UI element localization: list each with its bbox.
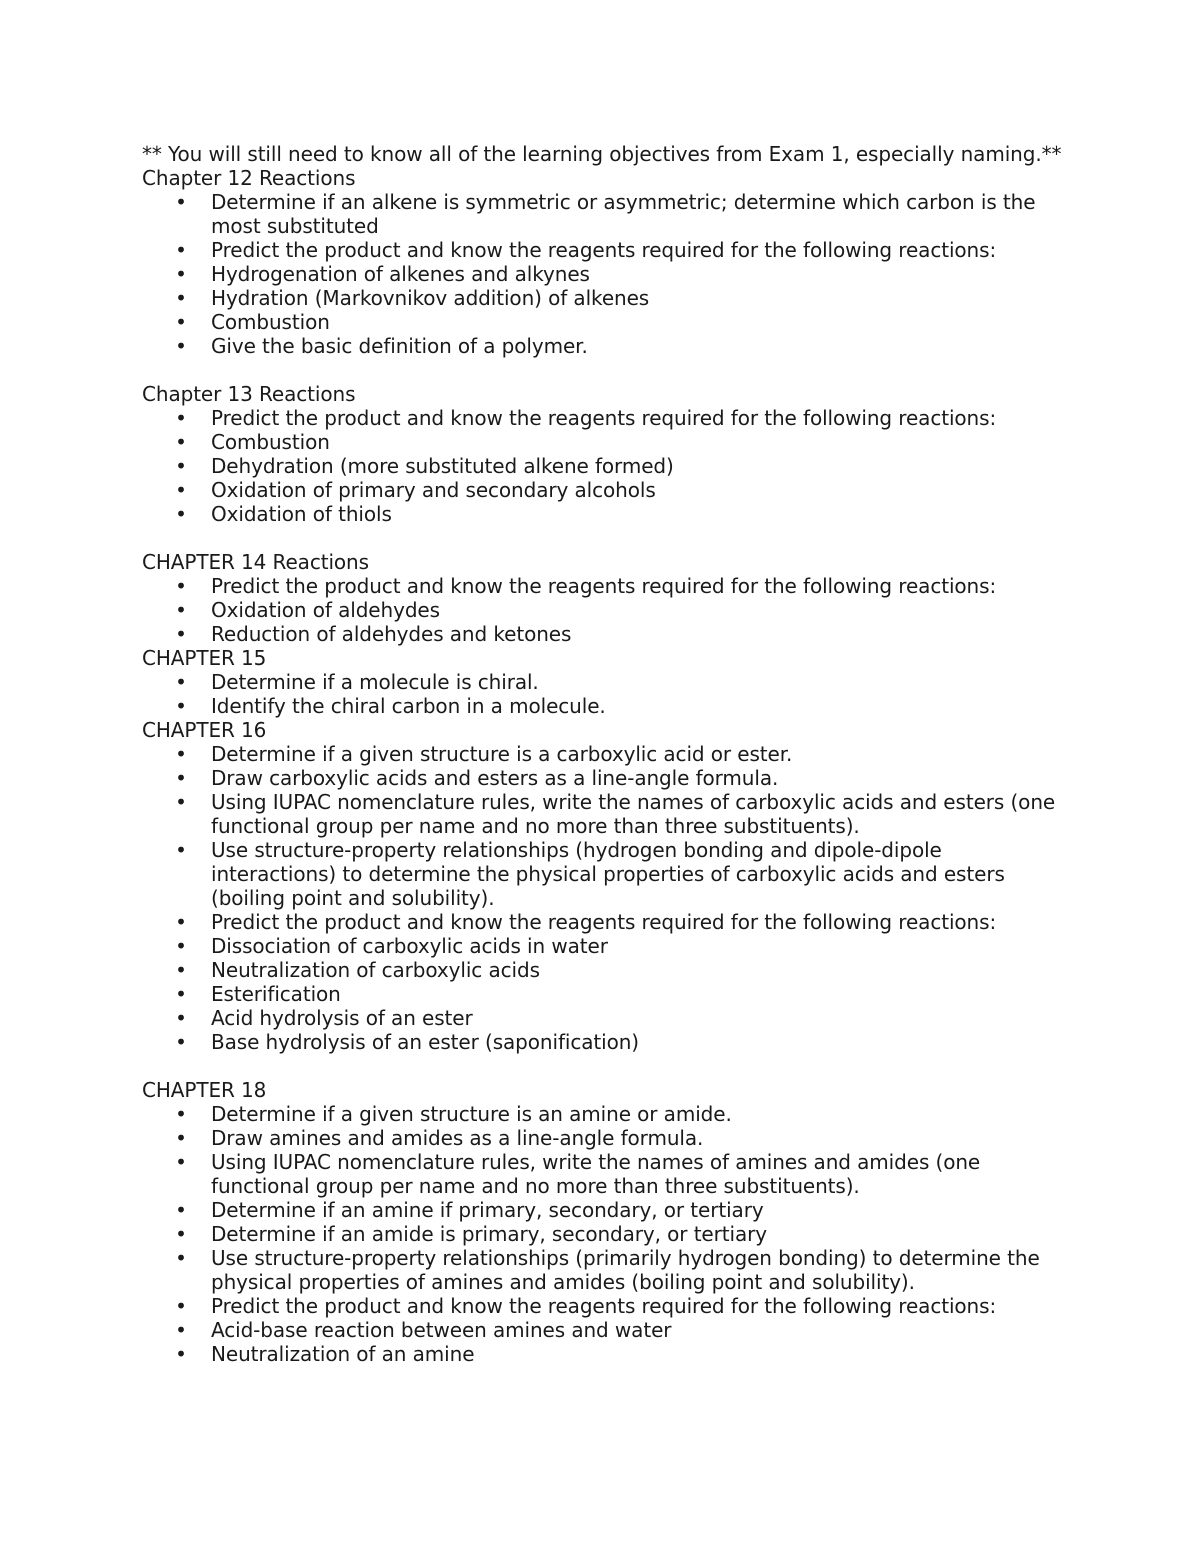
- blank-line: [142, 1054, 1062, 1078]
- bullet-icon: •: [175, 502, 187, 526]
- bullet-icon: •: [175, 742, 187, 766]
- bullet-icon: •: [175, 694, 187, 718]
- section-heading-chapter-12: Chapter 12 Reactions: [142, 166, 356, 190]
- list-item: • Draw amines and amides as a line-angle formula.: [175, 1126, 704, 1150]
- objective-list-chapter-15: [142, 670, 1062, 718]
- list-item: • Neutralization of an amine: [175, 1342, 475, 1366]
- list-item: • Identify the chiral carbon in a molecule.: [175, 694, 606, 718]
- bullet-icon: •: [175, 190, 187, 214]
- list-item: • Esterification: [175, 982, 341, 1006]
- list-item: • Predict the product and know the reagents required for the following reactions:: [175, 910, 997, 934]
- bullet-icon: •: [175, 238, 187, 262]
- blank-line: [142, 526, 1062, 550]
- bullet-icon: •: [175, 1246, 187, 1270]
- list-item: • Neutralization of carboxylic acids: [175, 958, 540, 982]
- list-item: • Oxidation of primary and secondary alcohols: [175, 478, 656, 502]
- bullet-icon: •: [175, 598, 187, 622]
- list-item: • Dissociation of carboxylic acids in water: [175, 934, 608, 958]
- list-item: • Using IUPAC nomenclature rules, write the names of amines and amides (one functional group per name and no more than three substituents).: [175, 1150, 981, 1198]
- bullet-icon: •: [175, 1222, 187, 1246]
- list-item: • Determine if an amine if primary, secondary, or tertiary: [175, 1198, 764, 1222]
- bullet-icon: •: [175, 1030, 187, 1054]
- list-item: • Hydrogenation of alkenes and alkynes: [175, 262, 590, 286]
- list-item: • Using IUPAC nomenclature rules, write the names of carboxylic acids and esters (one functional group per name and no more than three substituents).: [175, 790, 1056, 838]
- list-item: • Give the basic definition of a polymer.: [175, 334, 588, 358]
- bullet-icon: •: [175, 406, 187, 430]
- list-item: • Use structure-property relationships (primarily hydrogen bonding) to determine the physical properties of amines and amides (boiling point and solubility).: [175, 1246, 1040, 1294]
- bullet-icon: •: [175, 478, 187, 502]
- bullet-icon: •: [175, 1294, 187, 1318]
- section-heading-chapter-15: CHAPTER 15: [142, 646, 267, 670]
- bullet-icon: •: [175, 790, 187, 814]
- section-heading-chapter-16: CHAPTER 16: [142, 718, 267, 742]
- bullet-icon: •: [175, 982, 187, 1006]
- bullet-icon: •: [175, 1126, 187, 1150]
- bullet-icon: •: [175, 1150, 187, 1174]
- list-item: • Acid hydrolysis of an ester: [175, 1006, 473, 1030]
- section-heading-chapter-18: CHAPTER 18: [142, 1078, 267, 1102]
- list-item: • Combustion: [175, 430, 330, 454]
- objective-list-chapter-14: [142, 574, 1062, 646]
- list-item: • Combustion: [175, 310, 330, 334]
- objective-list-chapter-16: [142, 742, 1062, 1054]
- list-item: • Determine if a molecule is chiral.: [175, 670, 539, 694]
- section-heading-chapter-13: Chapter 13 Reactions: [142, 382, 356, 406]
- bullet-icon: •: [175, 622, 187, 646]
- list-item: • Acid-base reaction between amines and water: [175, 1318, 672, 1342]
- bullet-icon: •: [175, 670, 187, 694]
- bullet-icon: •: [175, 1198, 187, 1222]
- bullet-icon: •: [175, 262, 187, 286]
- list-item: • Predict the product and know the reagents required for the following reactions:: [175, 1294, 997, 1318]
- list-item: • Hydration (Markovnikov addition) of alkenes: [175, 286, 650, 310]
- objective-list-chapter-12: [142, 190, 1062, 358]
- list-item: • Dehydration (more substituted alkene formed): [175, 454, 674, 478]
- objective-list-chapter-13: [142, 406, 1062, 526]
- intro-note: ** You will still need to know all of the learning objectives from Exam 1, especially naming.**: [142, 142, 1062, 166]
- list-item: • Determine if an amide is primary, secondary, or tertiary: [175, 1222, 767, 1246]
- bullet-icon: •: [175, 1006, 187, 1030]
- bullet-icon: •: [175, 1102, 187, 1126]
- objective-list-chapter-18: [142, 1102, 1062, 1366]
- document-body: [142, 142, 1062, 1366]
- bullet-icon: •: [175, 1318, 187, 1342]
- list-item: • Determine if a given structure is a carboxylic acid or ester.: [175, 742, 793, 766]
- bullet-icon: •: [175, 430, 187, 454]
- bullet-icon: •: [175, 838, 187, 862]
- list-item: • Use structure-property relationships (hydrogen bonding and dipole-dipole interactions) to determine the physical properties of carboxylic acids and esters (boiling point and solubility).: [175, 838, 1005, 910]
- bullet-icon: •: [175, 310, 187, 334]
- bullet-icon: •: [175, 910, 187, 934]
- bullet-icon: •: [175, 334, 187, 358]
- bullet-icon: •: [175, 766, 187, 790]
- list-item: • Base hydrolysis of an ester (saponification): [175, 1030, 640, 1054]
- list-item: • Predict the product and know the reagents required for the following reactions:: [175, 238, 997, 262]
- bullet-icon: •: [175, 1342, 187, 1366]
- list-item: • Predict the product and know the reagents required for the following reactions:: [175, 406, 997, 430]
- list-item: • Determine if an alkene is symmetric or asymmetric; determine which carbon is the most substituted: [175, 190, 1036, 238]
- bullet-icon: •: [175, 286, 187, 310]
- blank-line: [142, 358, 1062, 382]
- list-item: • Draw carboxylic acids and esters as a line-angle formula.: [175, 766, 779, 790]
- bullet-icon: •: [175, 574, 187, 598]
- list-item: • Predict the product and know the reagents required for the following reactions:: [175, 574, 997, 598]
- bullet-icon: •: [175, 454, 187, 478]
- section-heading-chapter-14: CHAPTER 14 Reactions: [142, 550, 369, 574]
- list-item: • Determine if a given structure is an amine or amide.: [175, 1102, 732, 1126]
- bullet-icon: •: [175, 934, 187, 958]
- bullet-icon: •: [175, 958, 187, 982]
- list-item: • Oxidation of thiols: [175, 502, 392, 526]
- list-item: • Oxidation of aldehydes: [175, 598, 440, 622]
- list-item: • Reduction of aldehydes and ketones: [175, 622, 572, 646]
